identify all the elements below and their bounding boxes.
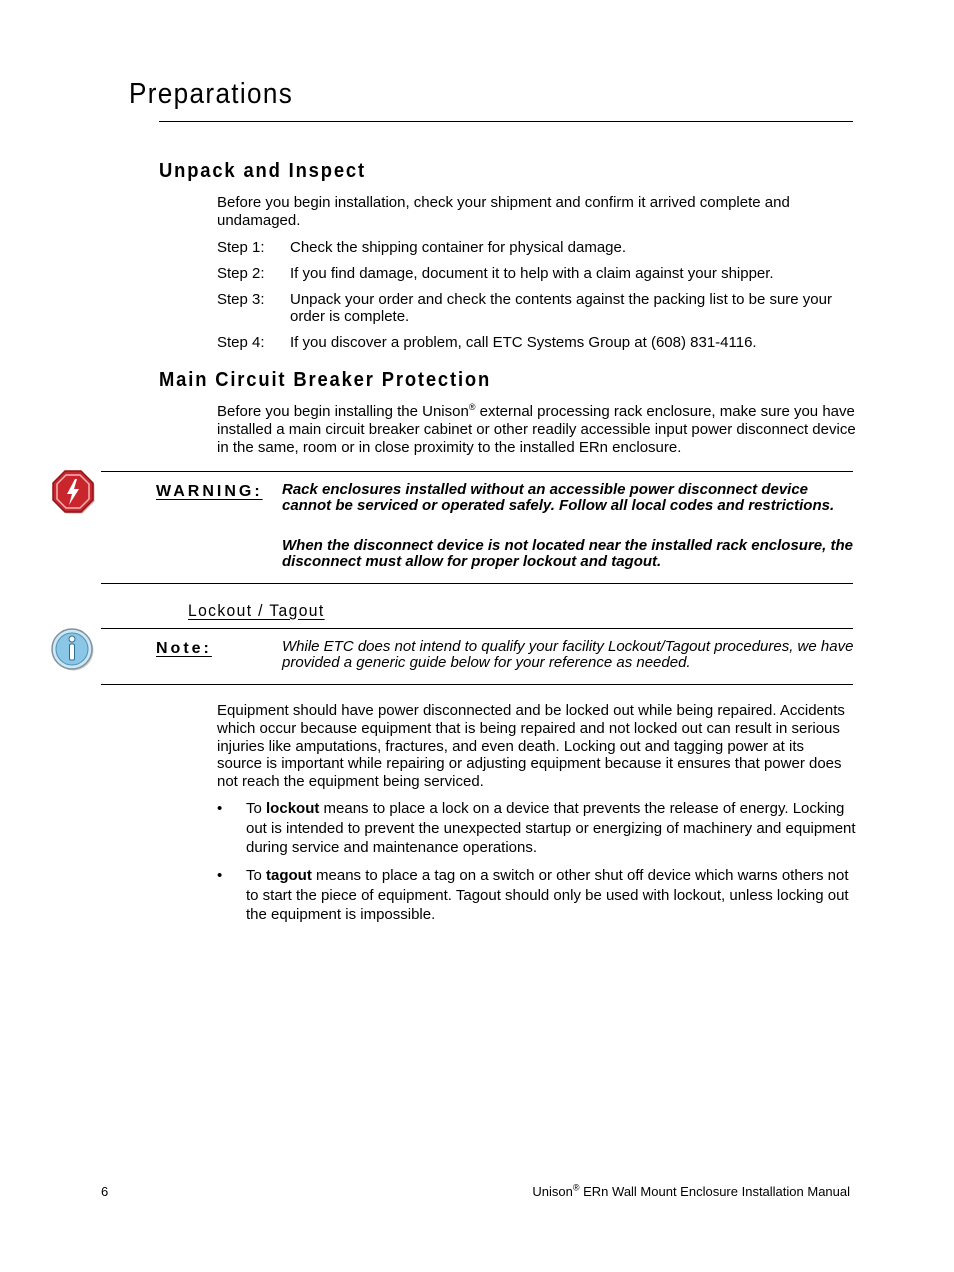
bullet-marker: • bbox=[217, 867, 223, 884]
section-heading-unpack: Unpack and Inspect bbox=[159, 160, 366, 182]
warning-label: WARNING: bbox=[156, 483, 263, 500]
title-divider bbox=[159, 121, 853, 122]
footer-title: Unison® ERn Wall Mount Enclosure Installation Manual bbox=[532, 1182, 850, 1199]
note-text: While ETC does not intend to qualify your facility Lockout/Tagout procedures, we have provided a generic guide below for your reference as needed. bbox=[282, 638, 854, 671]
note-label: Note: bbox=[156, 640, 212, 657]
list-item: To tagout means to place a tag on a switch or other shut off device which warns others not to start the piece of equipment. Tagout should only be used with lockout, unless locking out the equipment is impossible. bbox=[246, 867, 849, 923]
note-bottom-rule bbox=[101, 684, 853, 685]
warning-text: When the disconnect device is not located near the installed rack enclosure, the disconnect must allow for proper lockout and tagout. bbox=[282, 537, 853, 570]
step-text: If you find damage, document it to help with a claim against your shipper. bbox=[290, 265, 774, 282]
unpack-intro: Before you begin installation, check your shipment and confirm it arrived complete and undamaged. bbox=[217, 194, 790, 229]
lockout-paragraph: Equipment should have power disconnected and be locked out while being repaired. Accidents which occur because equipment that is being repaired and not locked out can result in serious injuries like amputations, fractures, and even death. Locking out and tagging power at its source is important while repairing or adjusting equipment because it ensures that power does not reach the equipment being serviced. bbox=[217, 702, 845, 791]
page-number: 6 bbox=[101, 1184, 109, 1199]
warning-stop-icon bbox=[48, 467, 98, 517]
breaker-paragraph: Before you begin installing the Unison® external processing rack enclosure, make sure you have installed a main circuit breaker cabinet or other readily accessible input power disconnect device in the same, room or in close proximity to the installed ERn enclosure. bbox=[217, 402, 856, 456]
section-heading-breaker: Main Circuit Breaker Protection bbox=[159, 369, 492, 391]
step-text: If you discover a problem, call ETC Systems Group at (608) 831-4116. bbox=[290, 334, 757, 351]
list-item: To lockout means to place a lock on a device that prevents the release of energy. Locking out is intended to prevent the unexpected startup or energizing of machinery and equipment during service and maintenance operations. bbox=[246, 800, 856, 856]
step-text: Check the shipping container for physical damage. bbox=[290, 239, 627, 256]
bullet-marker: • bbox=[217, 800, 223, 817]
note-top-rule bbox=[101, 628, 853, 629]
step-label: Step 1: bbox=[217, 239, 265, 256]
warning-bottom-rule bbox=[101, 583, 853, 584]
chapter-title: Preparations bbox=[129, 78, 294, 110]
step-label: Step 4: bbox=[217, 334, 265, 351]
subsection-heading-lockout: Lockout / Tagout bbox=[188, 601, 325, 620]
info-icon bbox=[48, 625, 98, 675]
step-label: Step 3: bbox=[217, 291, 265, 308]
step-text: Unpack your order and check the contents against the packing list to be sure your order is complete. bbox=[290, 291, 832, 325]
warning-text: Rack enclosures installed without an accessible power disconnect device cannot be serviced or operated safely. Follow all local codes and restrictions. bbox=[282, 481, 835, 514]
step-label: Step 2: bbox=[217, 265, 265, 282]
warning-top-rule bbox=[101, 471, 853, 472]
